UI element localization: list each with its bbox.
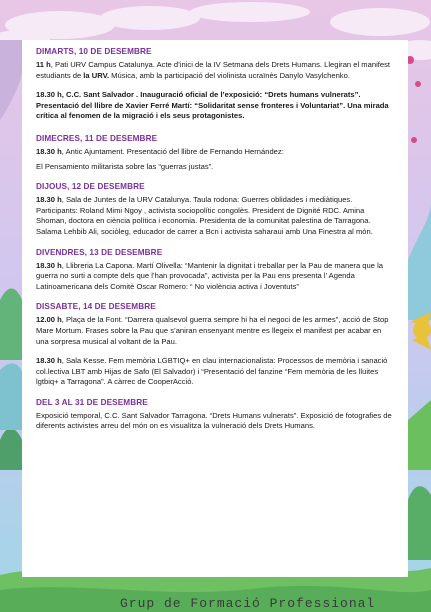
event-description <box>36 90 396 122</box>
event-text: , Antic Ajuntament. Presentació del llibre de Fernando Hernández: <box>61 146 284 156</box>
event-text: , Sala de Juntes de la URV Catalunya. Taula rodona: Guerres oblidades i mediàtiques. Participants: Roland Mimi Ngoy , activista sociopolític congolès. President de Dignité RDC. Amina Shoman, doctora en ciència política i economia. Presidenta de la comunitat palestina de Tarragona. Salama Lehbib Ali, sociòleg, educador de carrer a Bcn i activista saharaui amb Una Finestra al món. <box>36 195 373 236</box>
event-description <box>36 261 396 293</box>
event-description <box>36 356 396 388</box>
event-time: 11 h <box>36 60 51 69</box>
event-text: , Sala Kesse. Fem memòria LGBTIQ+ en clau internacionalista: Processos de memòria i sanació col.lectiva LBT amb Hijas de Safo (El Salvador) i “Presentació del fanzine “Fem memòria de les lluites lgtbiq+ a Tarragona”. A càrrec de CooperAcció. <box>36 356 388 387</box>
event-day-section <box>36 133 396 172</box>
event-description <box>36 195 396 237</box>
day-heading: DIMARTS, 10 DE DESEMBRE <box>36 47 152 56</box>
event-day-section <box>36 397 396 432</box>
event-time: 18.30 h <box>36 195 62 205</box>
day-heading: DEL 3 AL 31 DE DESEMBRE <box>36 397 148 407</box>
event-text-continued: Música, amb la participació del violinista ucraïnès Danylo Vasylchenko. <box>109 70 350 80</box>
day-heading: DISSABTE, 14 DE DESEMBRE <box>36 302 156 312</box>
event-description <box>36 147 396 158</box>
footer-text: Grup de Formació Professional <box>120 596 376 611</box>
event-day-section <box>36 181 396 237</box>
event-time: 18.30 h <box>36 356 62 366</box>
event-day-section <box>36 46 396 122</box>
event-time: 18.30 h, C.C. Sant Salvador . <box>36 90 139 100</box>
event-description <box>36 162 396 173</box>
event-text: , Plaça de la Font. “Darrera qualsevol guerra sempre hi ha el negoci de les armes”, acció de Stop Mare Mortum. Frases sobre la Pau que s’aniran ensenyant mentre es llegeix el manifest per acabar en una sorpresa musical al voltant de la Pau. <box>36 315 389 346</box>
event-description <box>36 315 396 347</box>
event-time: 18.30 h <box>36 146 62 156</box>
event-time: 18.30 h <box>36 260 62 270</box>
event-highlight: la URV. <box>83 70 110 80</box>
event-text: , Llibreria La Capona. Martí Olivella: “Mantenir la dignitat i treballar per la Pau de manera que la guerra no surti a compte dels que l’han provocada”, activista per la Pau ens presenta l’ Agenda Latinoamericana dels Comitè Oscar Romero: “ No violència activa i Joventuts” <box>36 260 383 291</box>
event-text: El Pensamiento militarista sobre las “guerras justas”. <box>36 161 214 171</box>
event-description <box>36 60 396 81</box>
day-heading: DIMECRES, 11 DE DESEMBRE <box>36 133 158 143</box>
day-heading: DIJOUS, 12 DE DESEMBRE <box>36 182 145 192</box>
event-time: 12.00 h <box>36 315 62 325</box>
event-text: , Pati URV Campus Catalunya. Acte d’inici de la IV Setmana dels Drets Humans. Llegiran el manifest estudiants de <box>36 60 390 80</box>
event-day-section <box>36 301 396 388</box>
day-heading: DIVENDRES, 13 DE DESEMBRE <box>36 247 163 257</box>
event-description <box>36 411 396 432</box>
event-text: Exposició temporal, C.C. Sant Salvador Tarragona. “Drets Humans vulnerats”. Exposició de fotografies de diferents activistes arreu del món on es visualitza la vulneració dels Drets Humans. <box>36 410 392 431</box>
schedule-panel <box>22 40 408 577</box>
event-day-section <box>36 247 396 293</box>
event-highlight: Inauguració oficial de l’exposició: “Drets humans vulnerats”. Presentació del llibre de Xavier Ferré Martí: “Solidaritat sense fronteres i Voluntariat”. Una mirada crítica al fenomen de la migració i els seus protagonistes. <box>36 90 389 121</box>
